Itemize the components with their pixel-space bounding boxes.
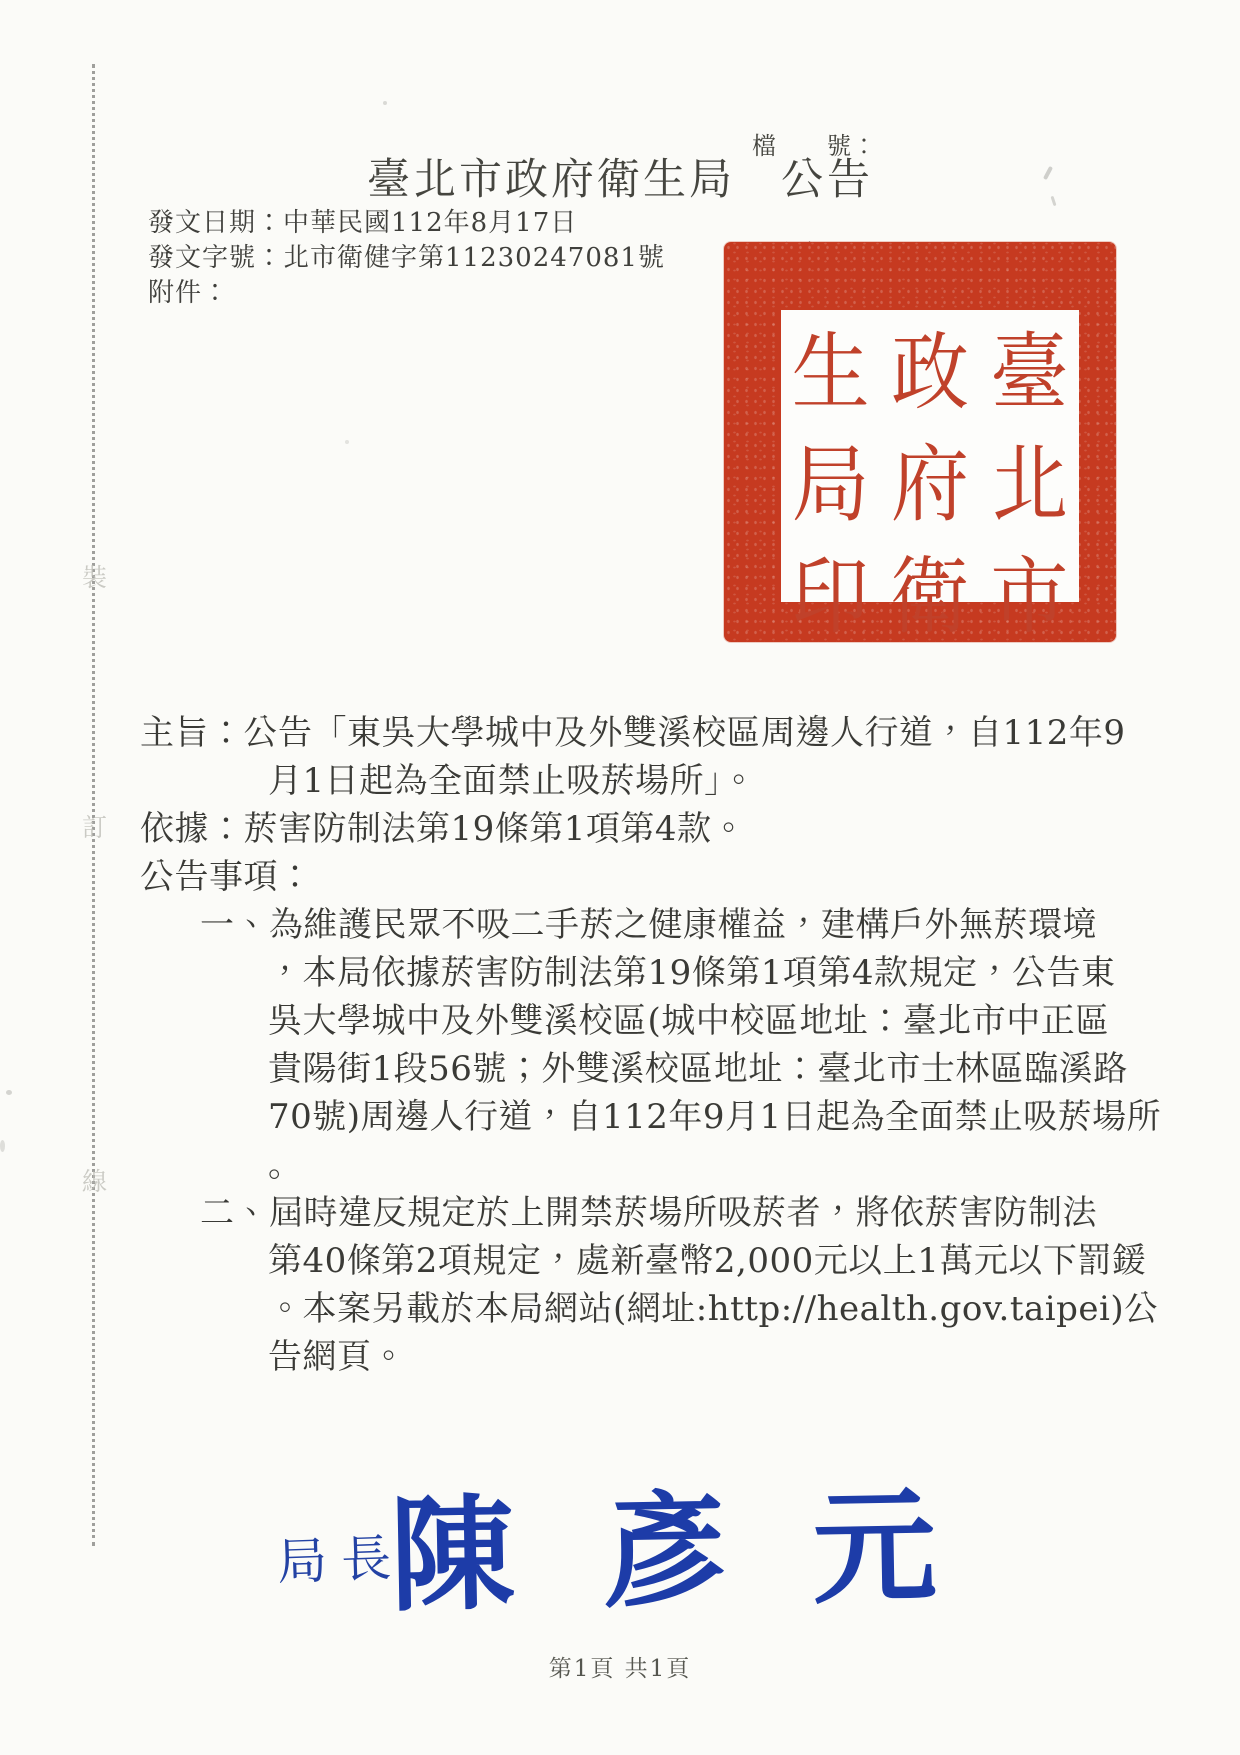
seal-char: 政 xyxy=(890,324,969,423)
official-seal xyxy=(724,242,1116,647)
scan-speck xyxy=(0,1140,5,1152)
seal-char: 北 xyxy=(990,436,1069,535)
body-line: 第40條第2項規定，處新臺幣2,000元以上1萬元以下罰鍰 xyxy=(268,1241,1147,1281)
body-line: 告網頁。 xyxy=(268,1337,406,1377)
body-line: 。本案另載於本局網站(網址:http://health.gov.taipei)公 xyxy=(268,1289,1159,1329)
body-line: 70號)周邊人行道，自112年9月1日起為全面禁止吸菸場所 xyxy=(268,1097,1162,1137)
body-line: 依據：菸害防制法第19條第1項第4款。 xyxy=(140,809,747,849)
official-seal-text xyxy=(781,310,1079,647)
signer-name-signature: 陳 彥 元 xyxy=(388,1474,960,1629)
body-line: 吳大學城中及外雙溪校區(城中校區地址：臺北市中正區 xyxy=(268,1001,1110,1041)
binding-char-zhuang: 裝 xyxy=(82,563,108,592)
binding-char-xian: 線 xyxy=(82,1167,108,1196)
body-line: 公告事項： xyxy=(140,857,313,897)
signer-title: 局長 xyxy=(276,1528,407,1592)
meta-block xyxy=(148,206,665,311)
body-line: 一、為維護民眾不吸二手菸之健康權益，建構戶外無菸環境 xyxy=(200,905,1097,945)
file-number-label: 檔 號： xyxy=(752,132,877,160)
binding-line xyxy=(82,64,108,1546)
seal-char: 局 xyxy=(791,436,870,535)
page-footer: 第1頁 共1頁 xyxy=(548,1656,692,1682)
body-line: 貴陽街1段56號；外雙溪校區地址：臺北市士林區臨溪路 xyxy=(268,1049,1128,1089)
scan-speck xyxy=(383,101,387,105)
issue-date-line: 發文日期：中華民國112年8月17日 xyxy=(148,208,578,238)
seal-char: 臺 xyxy=(990,324,1069,423)
seal-char: 市 xyxy=(990,548,1069,647)
seal-char: 印 xyxy=(791,548,870,647)
seal-char: 生 xyxy=(791,324,870,423)
body-line: ，本局依據菸害防制法第19條第1項第4款規定，公告東 xyxy=(268,953,1116,993)
issue-number-line: 發文字號：北市衛健字第11230247081號 xyxy=(148,243,665,273)
scan-speck xyxy=(6,1090,12,1095)
body-text xyxy=(0,709,1160,1381)
body-line: 主旨：公告「東吳大學城中及外雙溪校區周邊人行道，自112年9 xyxy=(140,713,1126,753)
seal-char: 衛 xyxy=(890,548,969,647)
seal-char: 府 xyxy=(890,436,969,535)
page-title: 臺北市政府衛生局 公告 xyxy=(367,155,873,205)
body-line: 二、屆時違反規定於上開禁菸場所吸菸者，將依菸害防制法 xyxy=(200,1193,1097,1233)
scan-speck xyxy=(345,440,349,444)
body-line: 月1日起為全面禁止吸菸場所」。 xyxy=(268,761,757,801)
binding-char-ding: 訂 xyxy=(82,813,108,842)
attachment-line: 附件： xyxy=(148,278,230,308)
body-line: 。 xyxy=(268,1145,303,1185)
